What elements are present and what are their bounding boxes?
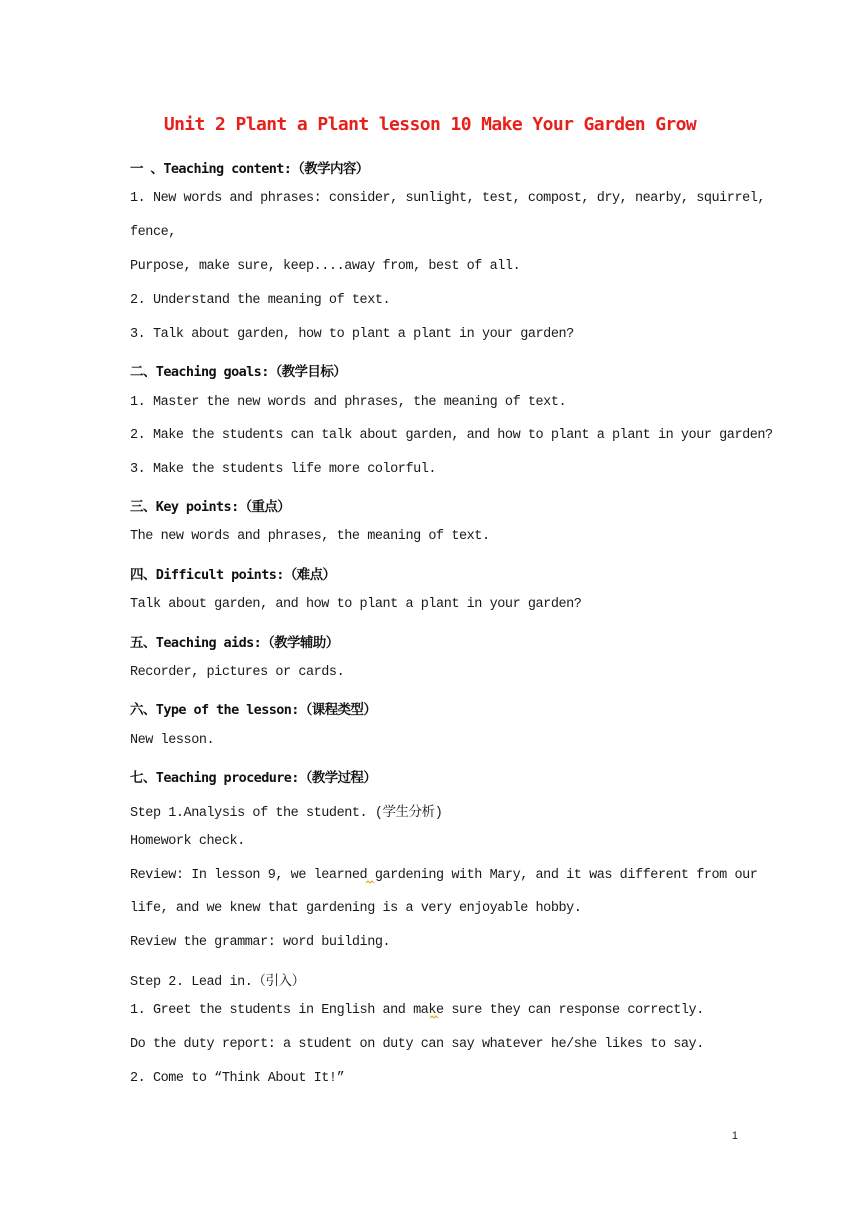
section-heading-goals: 二、Teaching goals:（教学目标）	[130, 364, 347, 380]
section-heading-content: 一 、Teaching content:（教学内容）	[130, 161, 369, 177]
body-line: 2. Come to “Think About It!”	[130, 1071, 345, 1086]
body-line: Do the duty report: a student on duty can say whatever he/she likes to say.	[130, 1037, 704, 1052]
section-heading-lesson-type: 六、Type of the lesson:（课程类型）	[130, 702, 377, 718]
body-line: 2. Understand the meaning of text.	[130, 293, 391, 308]
body-line: fence,	[130, 225, 176, 240]
body-line: Homework check.	[130, 834, 245, 849]
section-heading-teaching-aids: 五、Teaching aids:（教学辅助）	[130, 635, 339, 651]
body-line: 1. Greet the students in English and make sure they can response correctly.	[130, 1003, 704, 1018]
proofing-squiggle-mark	[430, 1015, 438, 1019]
page-number: 1	[731, 1130, 738, 1142]
section-heading-procedure: 七、Teaching procedure:（教学过程）	[130, 770, 377, 786]
proofing-squiggle-mark	[366, 880, 374, 884]
body-line: Review: In lesson 9, we learned gardening with Mary, and it was different from our	[130, 868, 758, 883]
body-line: 3. Make the students life more colorful.	[130, 462, 437, 477]
body-line: 2. Make the students can talk about garden, and how to plant a plant in your garden?	[130, 428, 773, 443]
body-line: 1. New words and phrases: consider, sunlight, test, compost, dry, nearby, squirrel,	[130, 191, 766, 206]
section-heading-difficult-points: 四、Difficult points:（难点）	[130, 567, 336, 583]
body-line: Recorder, pictures or cards.	[130, 665, 345, 680]
document-title: Unit 2 Plant a Plant lesson 10 Make Your Garden Grow	[163, 114, 697, 135]
section-heading-key-points: 三、Key points:（重点）	[130, 499, 291, 515]
body-line: The new words and phrases, the meaning of text.	[130, 529, 490, 544]
body-line: life, and we knew that gardening is a very enjoyable hobby.	[130, 901, 582, 916]
body-line: Step 1.Analysis of the student. (学生分析)	[130, 806, 443, 821]
body-line: 1. Master the new words and phrases, the meaning of text.	[130, 395, 567, 410]
body-line: New lesson.	[130, 733, 215, 748]
body-line: Step 2. Lead in.（引入）	[130, 975, 305, 990]
body-line: Talk about garden, and how to plant a plant in your garden?	[130, 597, 582, 612]
body-line: Review the grammar: word building.	[130, 935, 391, 950]
body-line: 3. Talk about garden, how to plant a plant in your garden?	[130, 327, 574, 342]
body-line: Purpose, make sure, keep....away from, best of all.	[130, 259, 521, 274]
